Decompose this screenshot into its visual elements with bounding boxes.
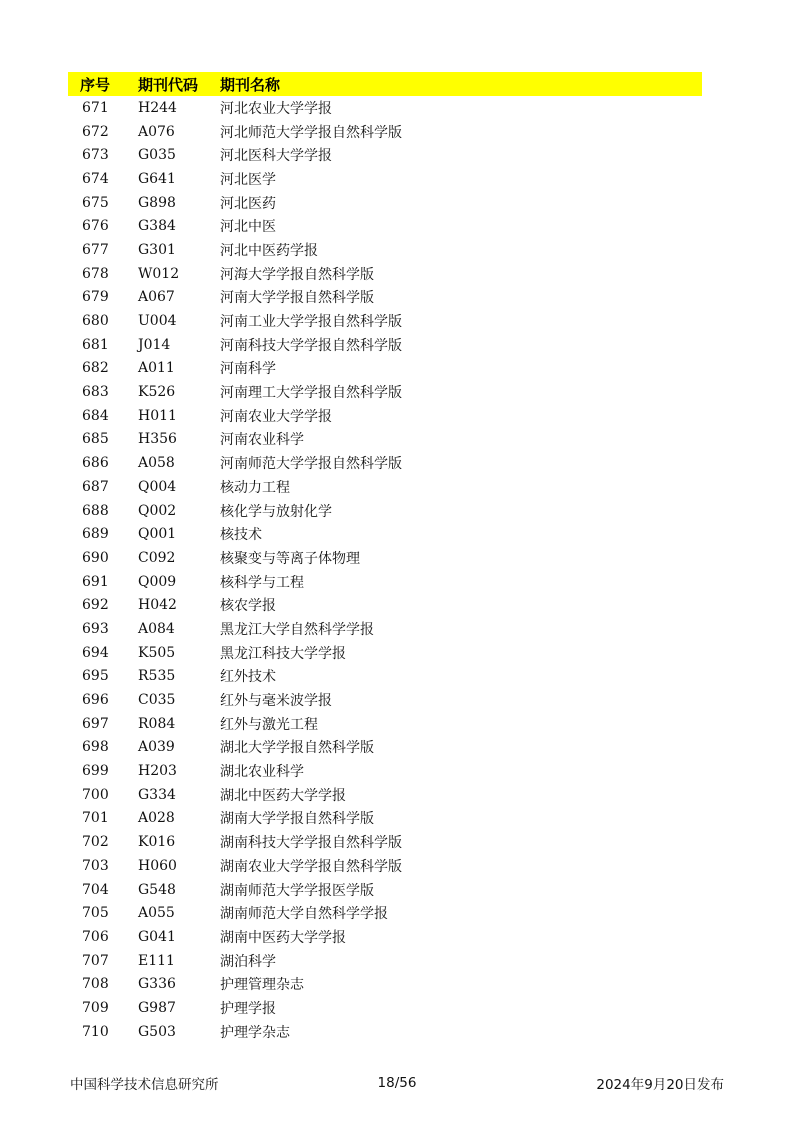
cell-no: 699 (82, 763, 109, 780)
cell-no: 710 (82, 1023, 109, 1040)
cell-code: G384 (138, 218, 176, 235)
cell-no: 688 (82, 502, 109, 519)
table-row (68, 428, 702, 452)
cell-code: H011 (138, 407, 177, 424)
cell-code: A058 (138, 455, 175, 472)
footer-date: 2024年9月20日发布 (596, 1077, 724, 1093)
cell-no: 692 (82, 597, 109, 614)
cell-no: 693 (82, 620, 109, 637)
table-row (68, 380, 702, 404)
cell-no: 703 (82, 857, 109, 874)
cell-no: 689 (82, 526, 109, 543)
cell-no: 682 (82, 360, 109, 377)
cell-code: G334 (138, 786, 176, 803)
table-row (68, 617, 702, 641)
cell-no: 687 (82, 478, 109, 495)
cell-code: W012 (138, 265, 180, 282)
table-row (68, 333, 702, 357)
cell-name: 河北中医药学报 (220, 242, 318, 259)
cell-name: 河南工业大学学报自然科学版 (220, 314, 402, 331)
cell-no: 683 (82, 384, 109, 401)
header-name: 期刊名称 (220, 75, 281, 94)
cell-name: 湖北大学学报自然科学版 (220, 740, 374, 757)
cell-name: 黑龙江科技大学学报 (220, 645, 346, 662)
cell-name: 红外与毫米波学报 (220, 693, 332, 710)
table-row (68, 830, 702, 854)
cell-code: G987 (138, 999, 176, 1016)
cell-code: H060 (138, 857, 177, 874)
cell-name: 河北医药 (220, 195, 276, 212)
table-row (68, 593, 702, 617)
table-row (68, 807, 702, 831)
cell-name: 核农学报 (220, 598, 276, 615)
table-row (68, 1020, 702, 1044)
cell-name: 湖南中医药大学学报 (220, 929, 346, 946)
cell-no: 671 (82, 99, 109, 116)
cell-code: E111 (138, 952, 175, 969)
cell-name: 湖北中医药大学学报 (220, 787, 346, 804)
cell-name: 河北师范大学学报自然科学版 (220, 124, 402, 141)
table-row (68, 641, 702, 665)
table-row (68, 688, 702, 712)
table-row (68, 522, 702, 546)
cell-name: 河南理工大学学报自然科学版 (220, 385, 402, 402)
cell-code: G336 (138, 976, 176, 993)
table-row (68, 167, 702, 191)
cell-name: 湖北农业科学 (220, 764, 304, 781)
cell-code: G548 (138, 881, 176, 898)
cell-name: 护理学杂志 (220, 1024, 290, 1041)
table-row (68, 309, 702, 333)
table-row (68, 925, 702, 949)
table-row (68, 96, 702, 120)
cell-code: Q009 (138, 573, 177, 590)
cell-no: 706 (82, 928, 109, 945)
header-code: 期刊代码 (138, 75, 199, 94)
cell-no: 691 (82, 573, 109, 590)
cell-name: 核化学与放射化学 (220, 503, 332, 520)
table-row (68, 262, 702, 286)
table-row (68, 783, 702, 807)
table-row (68, 854, 702, 878)
table-row (68, 546, 702, 570)
cell-name: 核科学与工程 (220, 574, 304, 591)
cell-code: G898 (138, 194, 176, 211)
table-body (68, 96, 702, 1044)
table-row (68, 404, 702, 428)
cell-code: R535 (138, 668, 176, 685)
cell-no: 681 (82, 336, 109, 353)
cell-name: 湖南农业大学学报自然科学版 (220, 858, 402, 875)
cell-code: H042 (138, 597, 177, 614)
cell-no: 709 (82, 999, 109, 1016)
table-row (68, 238, 702, 262)
cell-name: 河南大学学报自然科学版 (220, 290, 374, 307)
cell-code: A084 (138, 620, 175, 637)
table-row (68, 972, 702, 996)
cell-code: J014 (138, 336, 171, 353)
cell-name: 湖泊科学 (220, 953, 276, 970)
cell-code: K505 (138, 644, 176, 661)
cell-name: 红外技术 (220, 669, 276, 686)
table-row (68, 901, 702, 925)
cell-code: A067 (138, 289, 175, 306)
cell-no: 676 (82, 218, 109, 235)
cell-code: A055 (138, 905, 175, 922)
cell-name: 河南师范大学学报自然科学版 (220, 456, 402, 473)
cell-code: R084 (138, 715, 176, 732)
cell-no: 685 (82, 431, 109, 448)
cell-name: 河南农业大学学报 (220, 408, 332, 425)
cell-no: 707 (82, 952, 109, 969)
cell-no: 684 (82, 407, 109, 424)
cell-no: 702 (82, 834, 109, 851)
cell-no: 700 (82, 786, 109, 803)
cell-name: 核动力工程 (220, 479, 290, 496)
table-row (68, 570, 702, 594)
cell-code: G641 (138, 170, 176, 187)
cell-code: U004 (138, 313, 177, 330)
cell-name: 湖南科技大学学报自然科学版 (220, 835, 402, 852)
cell-name: 河北医科大学学报 (220, 148, 332, 165)
table-row (68, 286, 702, 310)
cell-name: 河海大学学报自然科学版 (220, 266, 374, 283)
cell-name: 湖南师范大学学报医学版 (220, 882, 374, 899)
table-row (68, 451, 702, 475)
cell-no: 697 (82, 715, 109, 732)
table-row (68, 191, 702, 215)
cell-no: 698 (82, 739, 109, 756)
table-row (68, 357, 702, 381)
cell-code: A028 (138, 810, 175, 827)
cell-name: 河北中医 (220, 219, 276, 236)
cell-no: 675 (82, 194, 109, 211)
cell-code: Q001 (138, 526, 177, 543)
cell-name: 河南科技大学学报自然科学版 (220, 337, 402, 354)
table-row (68, 996, 702, 1020)
cell-code: Q002 (138, 502, 177, 519)
cell-no: 708 (82, 976, 109, 993)
cell-code: A039 (138, 739, 175, 756)
cell-name: 湖南师范大学自然科学学报 (220, 906, 388, 923)
cell-no: 694 (82, 644, 109, 661)
cell-name: 河南农业科学 (220, 432, 304, 449)
cell-name: 护理学报 (220, 1000, 276, 1017)
cell-code: G035 (138, 147, 176, 164)
cell-no: 673 (82, 147, 109, 164)
table-row (68, 759, 702, 783)
cell-no: 686 (82, 455, 109, 472)
header-no: 序号 (80, 75, 111, 94)
cell-code: H244 (138, 99, 177, 116)
table-row (68, 736, 702, 760)
table-row (68, 475, 702, 499)
table-header (68, 72, 702, 96)
cell-code: K016 (138, 834, 176, 851)
cell-name: 河南科学 (220, 361, 276, 378)
page-footer (70, 1073, 724, 1093)
table-row (68, 878, 702, 902)
table-row (68, 949, 702, 973)
cell-code: A011 (138, 360, 175, 377)
cell-no: 672 (82, 123, 109, 140)
cell-code: H203 (138, 763, 177, 780)
journal-table (68, 72, 702, 1044)
cell-no: 679 (82, 289, 109, 306)
table-row (68, 665, 702, 689)
cell-no: 704 (82, 881, 109, 898)
cell-code: H356 (138, 431, 177, 448)
table-row (68, 120, 702, 144)
table-row (68, 214, 702, 238)
cell-code: G503 (138, 1023, 176, 1040)
cell-code: G041 (138, 928, 176, 945)
cell-no: 705 (82, 905, 109, 922)
cell-no: 695 (82, 668, 109, 685)
cell-no: 678 (82, 265, 109, 282)
cell-name: 河北农业大学学报 (220, 100, 332, 117)
table-row (68, 143, 702, 167)
cell-code: K526 (138, 384, 176, 401)
table-row (68, 712, 702, 736)
footer-page-number: 18/56 (377, 1075, 417, 1091)
cell-name: 黑龙江大学自然科学学报 (220, 621, 374, 638)
footer-institution: 中国科学技术信息研究所 (70, 1077, 219, 1093)
cell-no: 696 (82, 692, 109, 709)
cell-no: 701 (82, 810, 109, 827)
cell-name: 红外与激光工程 (220, 716, 318, 733)
cell-code: Q004 (138, 478, 177, 495)
cell-name: 河北医学 (220, 171, 276, 188)
cell-code: C092 (138, 549, 176, 566)
cell-code: G301 (138, 241, 176, 258)
cell-name: 核技术 (220, 527, 262, 544)
cell-no: 677 (82, 241, 109, 258)
cell-no: 680 (82, 313, 109, 330)
cell-code: C035 (138, 692, 176, 709)
cell-no: 690 (82, 549, 109, 566)
table-row (68, 499, 702, 523)
cell-name: 湖南大学学报自然科学版 (220, 811, 374, 828)
cell-no: 674 (82, 170, 109, 187)
cell-code: A076 (138, 123, 175, 140)
cell-name: 核聚变与等离子体物理 (220, 550, 360, 567)
cell-name: 护理管理杂志 (220, 977, 304, 994)
